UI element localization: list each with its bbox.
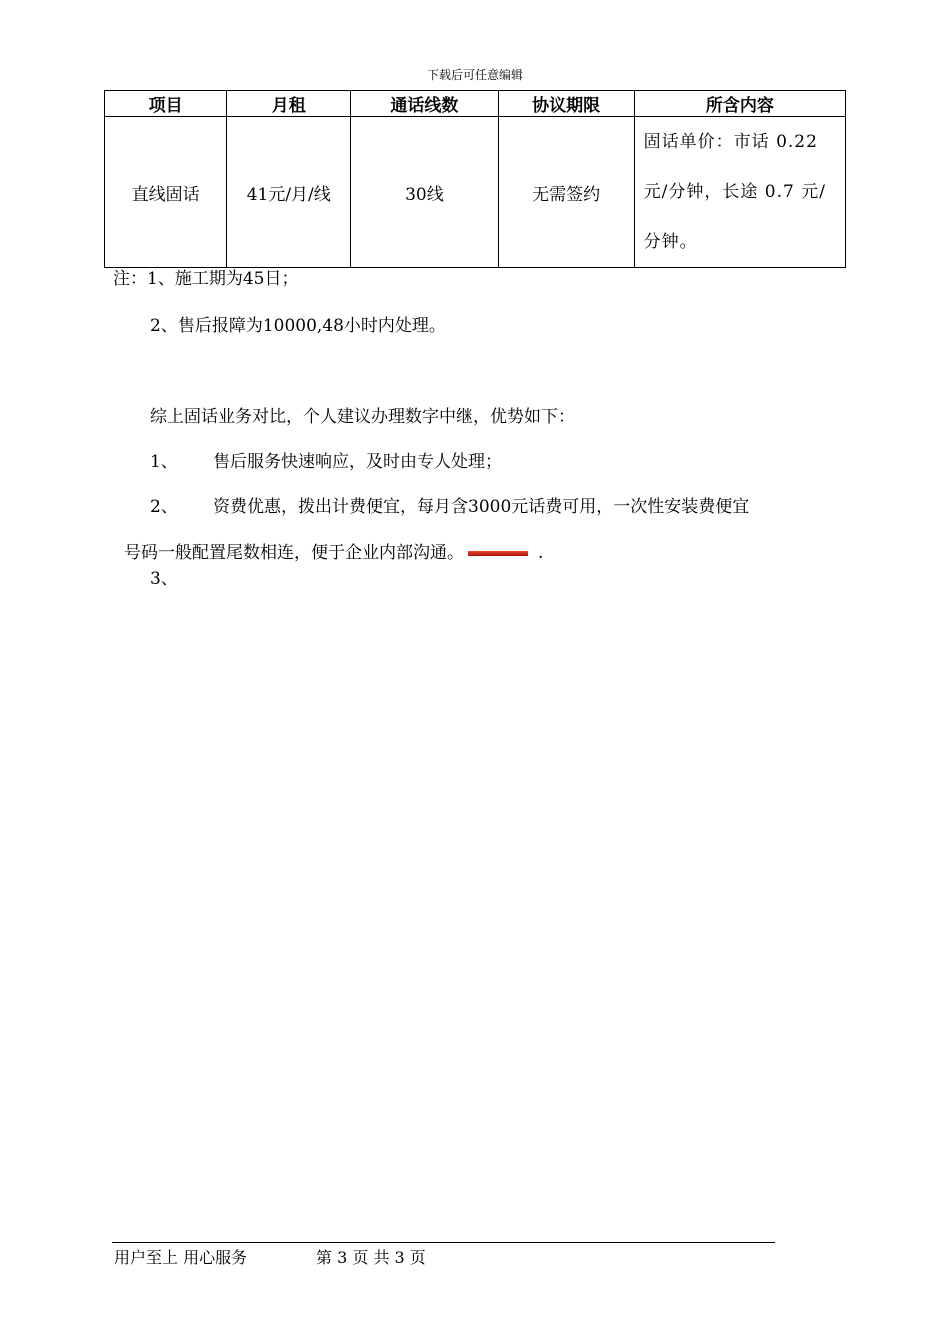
summary-intro: 综上固话业务对比，个人建议办理数字中继，优势如下： <box>150 407 575 427</box>
footer-divider <box>112 1242 775 1243</box>
list-continuation <box>124 538 543 563</box>
header-term: 协议期限 <box>498 91 634 117</box>
header-content: 所含内容 <box>634 91 845 117</box>
footer-slogan: 用户至上 用心服务 <box>114 1248 248 1267</box>
cell-content <box>634 117 845 268</box>
cell-term: 无需签约 <box>498 117 634 268</box>
list-text: 资费优惠，拨出计费便宜，每月含3000元话费可用，一次性安装费便宜 <box>213 497 750 517</box>
table-header-row <box>105 91 846 117</box>
trailing-dot: . <box>538 543 544 563</box>
list-number: 2、 <box>150 497 178 517</box>
list-item <box>150 492 749 517</box>
red-underline-mark <box>468 551 528 556</box>
header-item: 项目 <box>105 91 227 117</box>
service-table <box>104 90 846 268</box>
list-item <box>150 447 502 472</box>
list-number: 3、 <box>150 569 178 589</box>
table-row <box>105 117 846 268</box>
header-monthly-rent: 月租 <box>227 91 351 117</box>
note-1: 注：1、施工期为45日； <box>113 269 299 289</box>
cell-lines: 30线 <box>351 117 498 268</box>
content-line-2: 元/分钟，长途 0.7 元/ <box>643 182 826 202</box>
cell-monthly-rent: 41元/月/线 <box>227 117 351 268</box>
continuation-text: 号码一般配置尾数相连，便于企业内部沟通。 <box>124 543 464 563</box>
content-line-3: 分钟。 <box>643 232 698 252</box>
content-line-1: 固话单价：市话 0.22 <box>643 132 818 152</box>
note-2: 2、售后报障为10000,48小时内处理。 <box>150 316 446 336</box>
header-lines: 通话线数 <box>351 91 498 117</box>
list-text: 售后服务快速响应，及时由专人处理； <box>213 452 502 472</box>
header-note: 下载后可任意编辑 <box>426 68 523 82</box>
list-number: 1、 <box>150 452 178 472</box>
cell-item: 直线固话 <box>105 117 227 268</box>
footer-page-info: 第 3 页 共 3 页 <box>316 1248 426 1267</box>
list-item <box>150 564 213 589</box>
